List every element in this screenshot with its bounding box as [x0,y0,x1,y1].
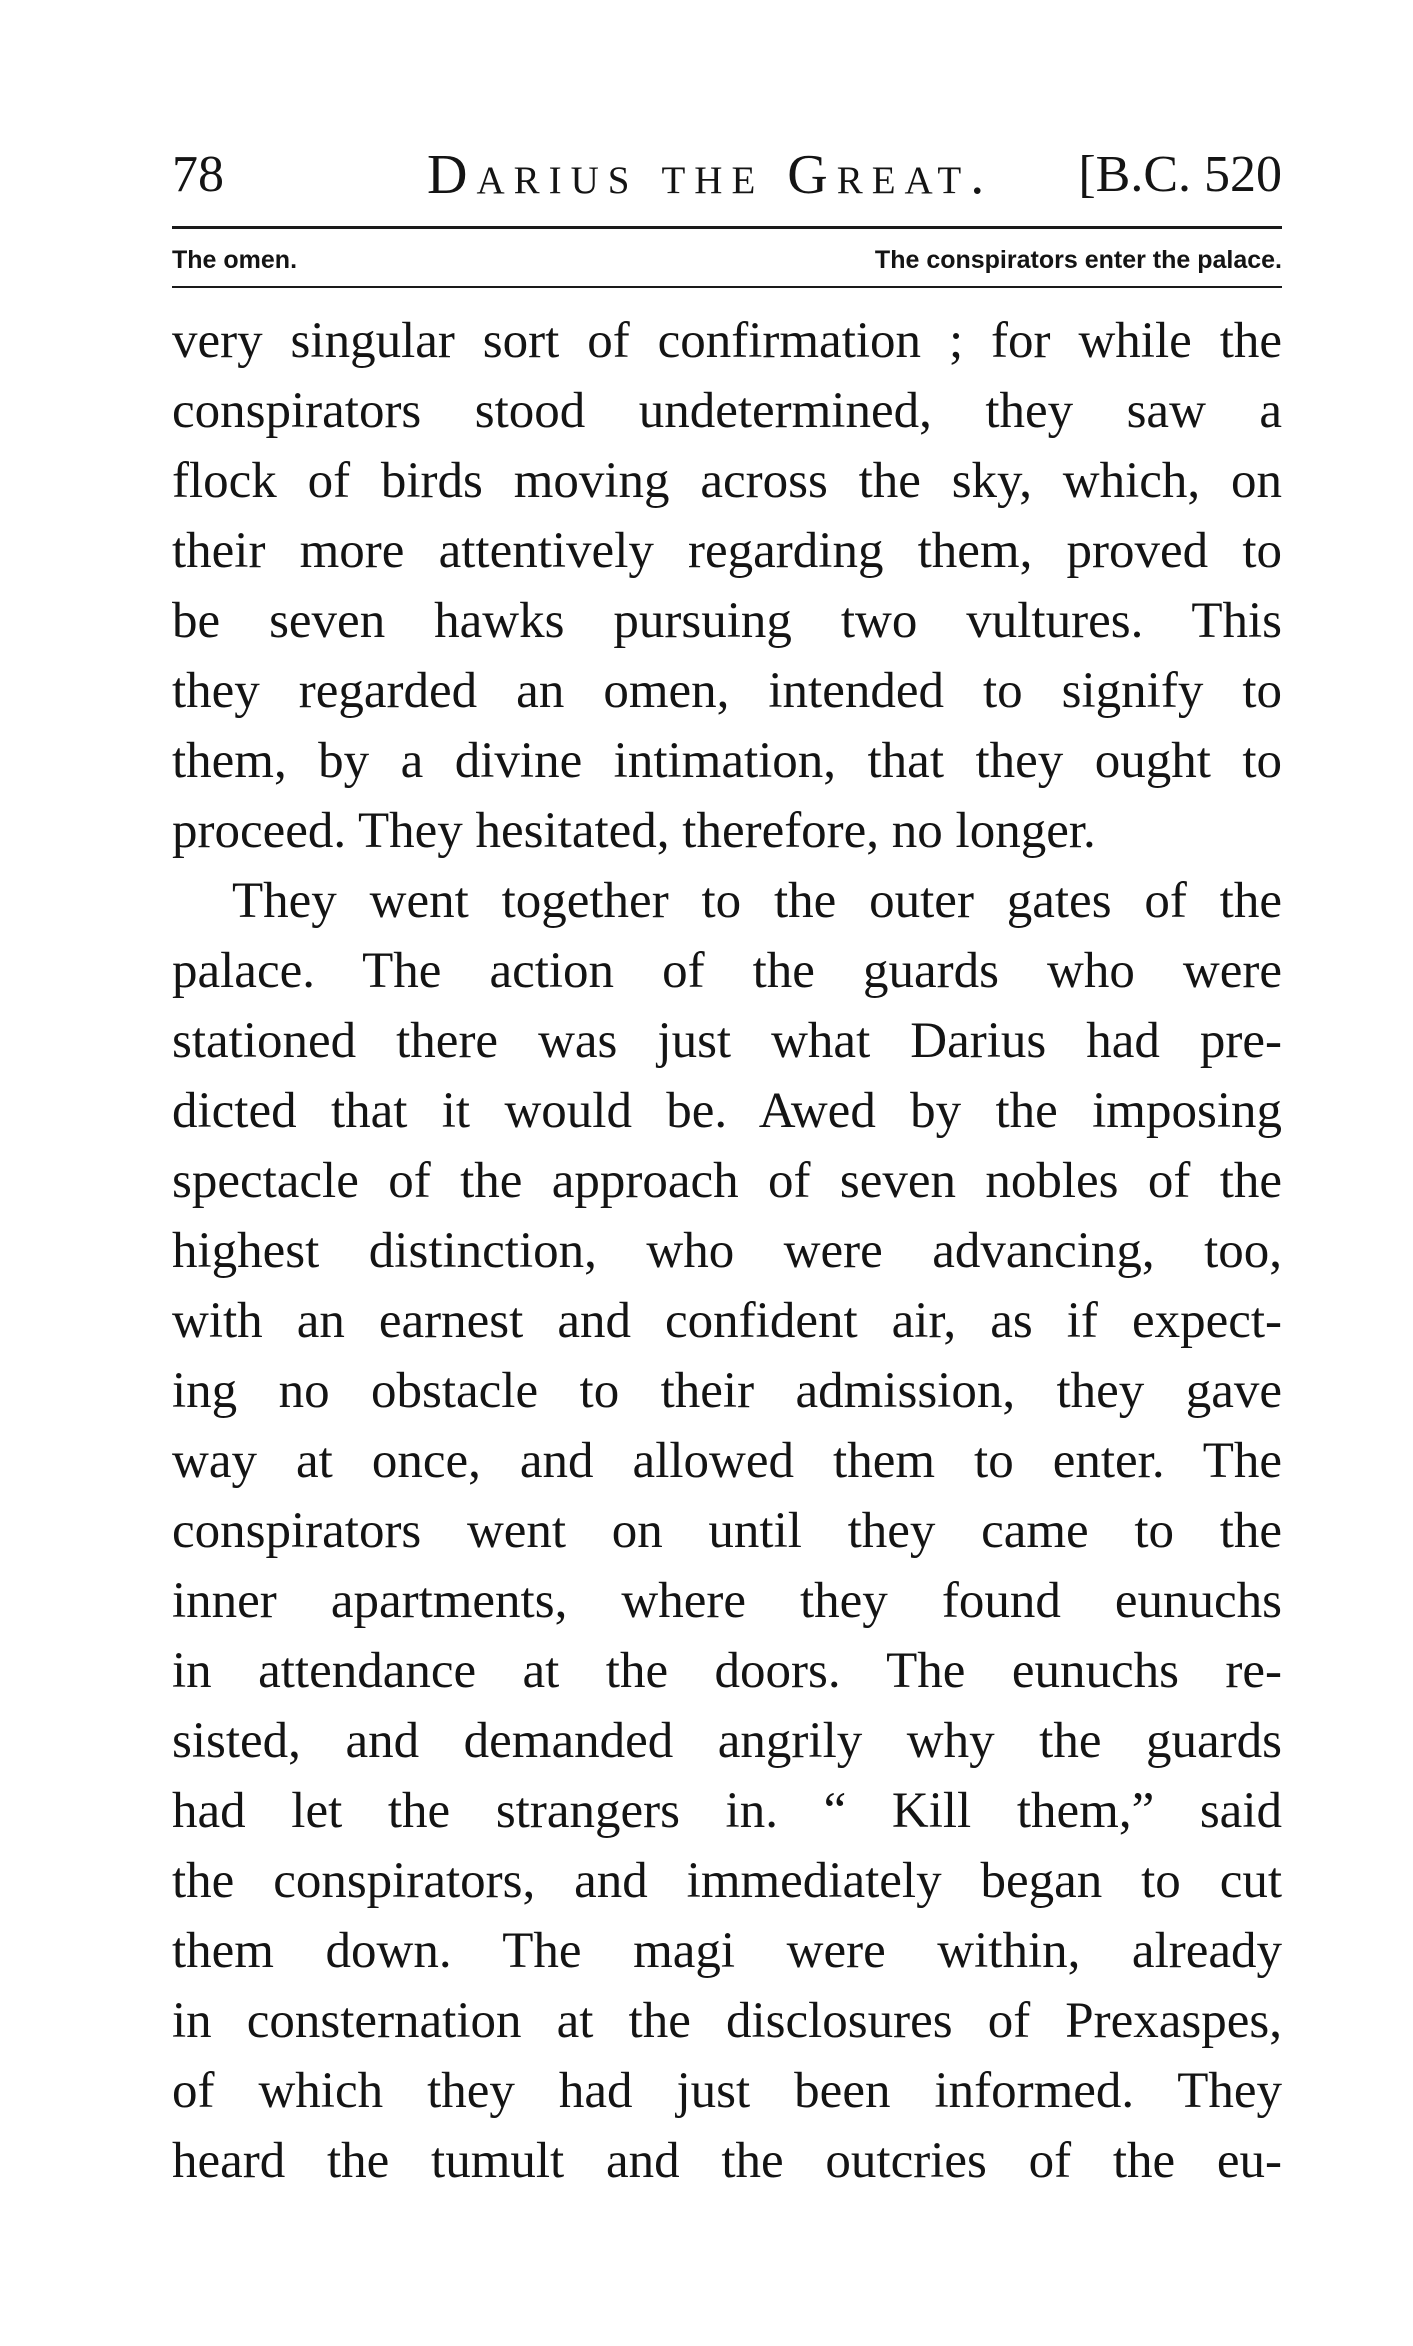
side-note-right: The conspirators enter the palace. [874,246,1282,274]
text-line: flock of birds moving across the sky, which, on [172,453,1282,509]
text-line: inner apartments, where they found eunuchs [172,1573,1282,1629]
text-line: with an earnest and confident air, as if expect- [172,1293,1282,1349]
text-line: the conspirators, and immediately began to cut [172,1853,1282,1909]
text-line: in attendance at the doors. The eunuchs re- [172,1643,1282,1699]
side-notes [172,238,1282,282]
text-line: They went together to the outer gates of the [232,873,1282,929]
page-header [172,140,1282,210]
text-line: highest distinction, who were advancing, too, [172,1223,1282,1279]
text-line: way at once, and allowed them to enter. The [172,1433,1282,1489]
text-line: their more attentively regarding them, proved to [172,523,1282,579]
date-range: [B.C. 520 [1078,146,1282,203]
text-line: dicted that it would be. Awed by the imposing [172,1083,1282,1139]
text-line: spectacle of the approach of seven nobles of the [172,1153,1282,1209]
text-line: had let the strangers in. “ Kill them,” said [172,1783,1282,1839]
text-line: proceed. They hesitated, therefore, no longer. [172,803,1096,859]
text-line: of which they had just been informed. They [172,2063,1282,2119]
text-line: in consternation at the disclosures of Prexaspes, [172,1993,1282,2049]
text-line: be seven hawks pursuing two vultures. This [172,593,1282,649]
body-text [172,306,1282,2196]
text-line: they regarded an omen, intended to signify to [172,663,1282,719]
text-line: them down. The magi were within, already [172,1923,1282,1979]
text-line: stationed there was just what Darius had pre- [172,1013,1282,1069]
text-line: ing no obstacle to their admission, they gave [172,1363,1282,1419]
text-line: very singular sort of confirmation ; for while the [172,313,1282,369]
page-number: 78 [172,146,224,203]
side-note-rule [172,286,1282,288]
text-line: conspirators went on until they came to the [172,1503,1282,1559]
running-title: Darius the Great. [427,144,994,206]
side-note-left: The omen. [172,246,298,274]
text-line: sisted, and demanded angrily why the guards [172,1713,1282,1769]
text-line: conspirators stood undetermined, they saw a [172,383,1282,439]
header-rule [172,226,1282,229]
text-line: palace. The action of the guards who were [172,943,1282,999]
text-line: them, by a divine intimation, that they ought to [172,733,1282,789]
text-line: heard the tumult and the outcries of the eu- [172,2133,1282,2189]
